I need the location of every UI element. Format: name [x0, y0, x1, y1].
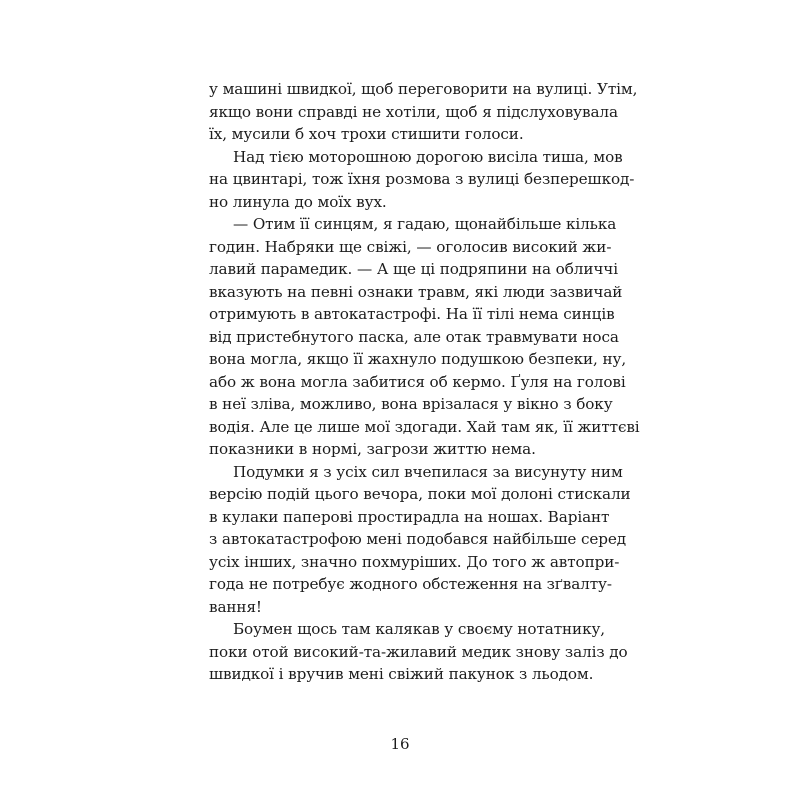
text-line: або ж вона могла забитися об кермо. Ґуля на голові — [209, 372, 626, 391]
body-text — [209, 78, 640, 686]
text-line: вказують на певні ознаки травм, які люди зазвичай — [209, 282, 623, 301]
text-line: якщо вони справді не хотіли, щоб я підслуховувала — [209, 102, 618, 121]
text-line: швидкої і вручив мені свіжий пакунок з льодом. — [209, 665, 594, 683]
text-line: отримують в автокатастрофі. На її тілі нема синців — [209, 305, 615, 323]
text-line: версію подій цього вечора, поки мої долоні стискали — [209, 485, 631, 503]
text-line: їх, мусили б хоч трохи стишити голоси. — [209, 125, 524, 143]
text-line: лавий парамедик. — А ще ці подряпини на обличчі — [209, 260, 618, 278]
text-line: года не потребує жодного обстеження на зґвалту- — [209, 575, 612, 593]
text-line: показники в нормі, загрози життю нема. — [209, 440, 536, 458]
text-line: — Отим її синцям, я гадаю, щонайбільше кілька — [233, 215, 617, 233]
text-line: з автокатастрофою мені подобався найбільше серед — [209, 530, 627, 548]
text-line: від пристебнутого паска, але отак травмувати носа — [209, 327, 619, 346]
text-line: усіх інших, значно похмуріших. До того ж автопри- — [209, 552, 620, 571]
text-line: Боумен щось там калякав у своєму нотатнику, — [233, 620, 606, 638]
text-line: Над тією моторошною дорогою висіла тиша, мов — [233, 147, 623, 166]
text-line: водія. Але це лише мої здогади. Хай там як, її життєві — [209, 417, 640, 436]
page-number: 16 — [390, 735, 410, 753]
text-line: вання! — [209, 597, 262, 616]
text-line: у машині швидкої, щоб переговорити на вулиці. Утім, — [209, 80, 638, 98]
text-line: вона могла, якщо її жахнуло подушкою безпеки, ну, — [209, 350, 627, 368]
text-line: годин. Набряки ще свіжі, — оголосив високий жи- — [209, 237, 612, 256]
text-line: Подумки я з усіх сил вчепилася за висунуту ним — [233, 462, 623, 481]
text-line: в кулаки паперові простирадла на ношах. Варіант — [209, 507, 610, 526]
text-line: в неї зліва, можливо, вона врізалася у вікно з боку — [209, 395, 613, 413]
text-line: на цвинтарі, тож їхня розмова з вулиці безперешкод- — [209, 170, 635, 188]
text-line: но линула до моїх вух. — [209, 192, 387, 211]
text-line: поки отой високий-та-жилавий медик знову заліз до — [209, 642, 628, 661]
